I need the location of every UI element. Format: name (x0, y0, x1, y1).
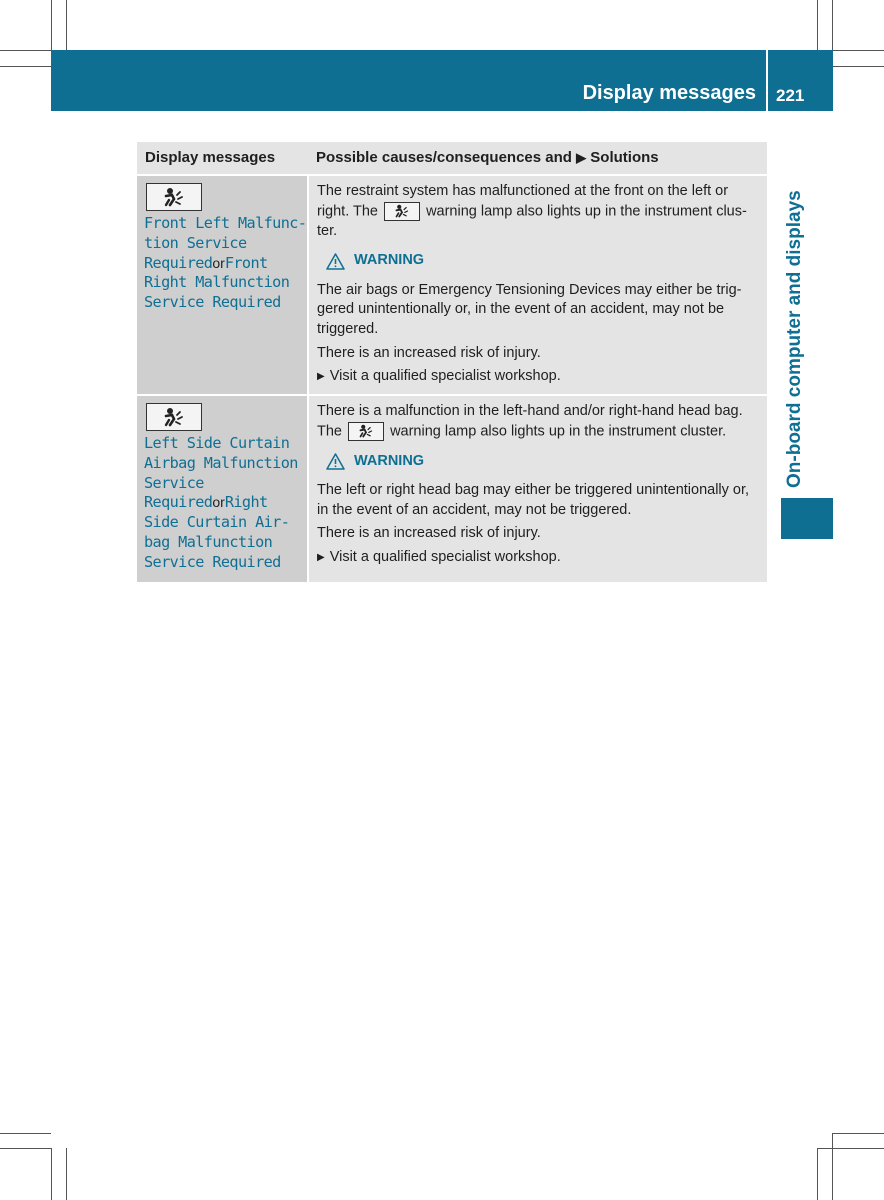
crop-mark (0, 50, 51, 51)
risk-text: There is an increased risk of injury. (317, 344, 541, 361)
message-line: Side Curtain Air- (144, 513, 290, 532)
display-message-cell (137, 176, 309, 394)
warning-triangle-icon (326, 453, 345, 470)
message-line: Front Left Malfunc- (144, 214, 307, 232)
crop-mark (833, 1133, 884, 1134)
page-title: Display messages (582, 82, 756, 104)
message-line: Service Required (144, 293, 281, 312)
crop-mark (832, 1133, 833, 1200)
message-fragment: Required (144, 493, 213, 512)
message-fragment: Required (144, 253, 213, 272)
chapter-tab-marker (781, 498, 833, 539)
chapter-side-label: On-board computer and displays (784, 190, 805, 488)
message-line: Service (144, 473, 204, 492)
or-conjunction: or (212, 494, 225, 511)
cause-text-post: warning lamp also lights up in the instrument clus- ter. (317, 203, 747, 239)
message-fragment: Front (224, 253, 268, 272)
crop-mark (51, 0, 52, 50)
arrow-right-icon: ▶ (576, 150, 587, 165)
table-row (137, 394, 767, 582)
solution-text: ▶ Visit a qualified specialist workshop. (317, 548, 761, 569)
warning-text: The air bags or Emergency Tensioning Devices may either be trig- gered unintentionally or, in the event of an accident, may not be triggered. (317, 281, 742, 338)
display-message-text (144, 434, 307, 573)
message-line (144, 254, 307, 274)
message-line: Service Required (144, 552, 281, 571)
airbag-warning-icon (384, 202, 420, 221)
table-header (137, 142, 767, 174)
crop-mark (0, 1148, 51, 1149)
message-line: bag Malfunction (144, 532, 273, 551)
crop-mark (817, 1148, 884, 1149)
crop-mark (66, 0, 67, 50)
cause-text-pre: The restraint system has malfunctioned at the front on the left or right. The (317, 183, 729, 220)
cause-text-post: warning lamp also lights up in the instrument cluster. (390, 423, 727, 440)
crop-mark (817, 0, 818, 50)
crop-mark (833, 50, 884, 51)
message-line (144, 493, 307, 513)
column-header-solutions-label: Solutions (590, 149, 659, 166)
cause-text (317, 182, 761, 241)
causes-cell (309, 176, 767, 394)
airbag-warning-icon (146, 403, 202, 431)
airbag-warning-icon (348, 422, 384, 441)
message-line: Left Side Curtain (144, 434, 290, 452)
crop-mark (0, 66, 51, 67)
message-line: tion Service (144, 233, 247, 252)
column-header-causes (307, 142, 767, 174)
or-conjunction: or (212, 254, 225, 271)
cause-text-pre: There is a malfunction in the left-hand and/or right-hand head bag. The (317, 403, 743, 440)
message-line: Airbag Malfunction (144, 453, 298, 472)
table-row (137, 174, 767, 394)
crop-mark (832, 0, 833, 50)
crop-mark (817, 1148, 818, 1200)
warning-text: The left or right head bag may either be triggered unintentionally or, in the event of an accident, may not be triggered. (317, 482, 750, 518)
message-fragment: Right (224, 493, 268, 512)
crop-mark (0, 1133, 51, 1134)
warning-label: WARNING (354, 452, 425, 469)
warning-label: WARNING (354, 252, 425, 269)
column-header-causes-label: Possible causes/consequences and (316, 149, 572, 166)
crop-mark (66, 1148, 67, 1200)
causes-cell (309, 396, 767, 582)
warning-heading (326, 452, 761, 472)
header-divider (766, 50, 768, 111)
cause-text (317, 402, 761, 442)
airbag-warning-icon (146, 183, 202, 211)
column-header-display-messages: Display messages (145, 149, 276, 166)
display-messages-table (137, 142, 767, 582)
risk-text: There is an increased risk of injury. (317, 525, 541, 542)
display-message-text (144, 214, 307, 313)
page-number: 221 (776, 86, 805, 105)
warning-triangle-icon (326, 253, 345, 270)
solution-text: ▶ Visit a qualified specialist workshop. (317, 367, 761, 388)
message-line: Right Malfunction (144, 273, 290, 292)
display-message-cell (137, 396, 309, 582)
warning-heading (326, 251, 761, 271)
crop-mark (51, 1148, 52, 1200)
crop-mark (833, 66, 884, 67)
